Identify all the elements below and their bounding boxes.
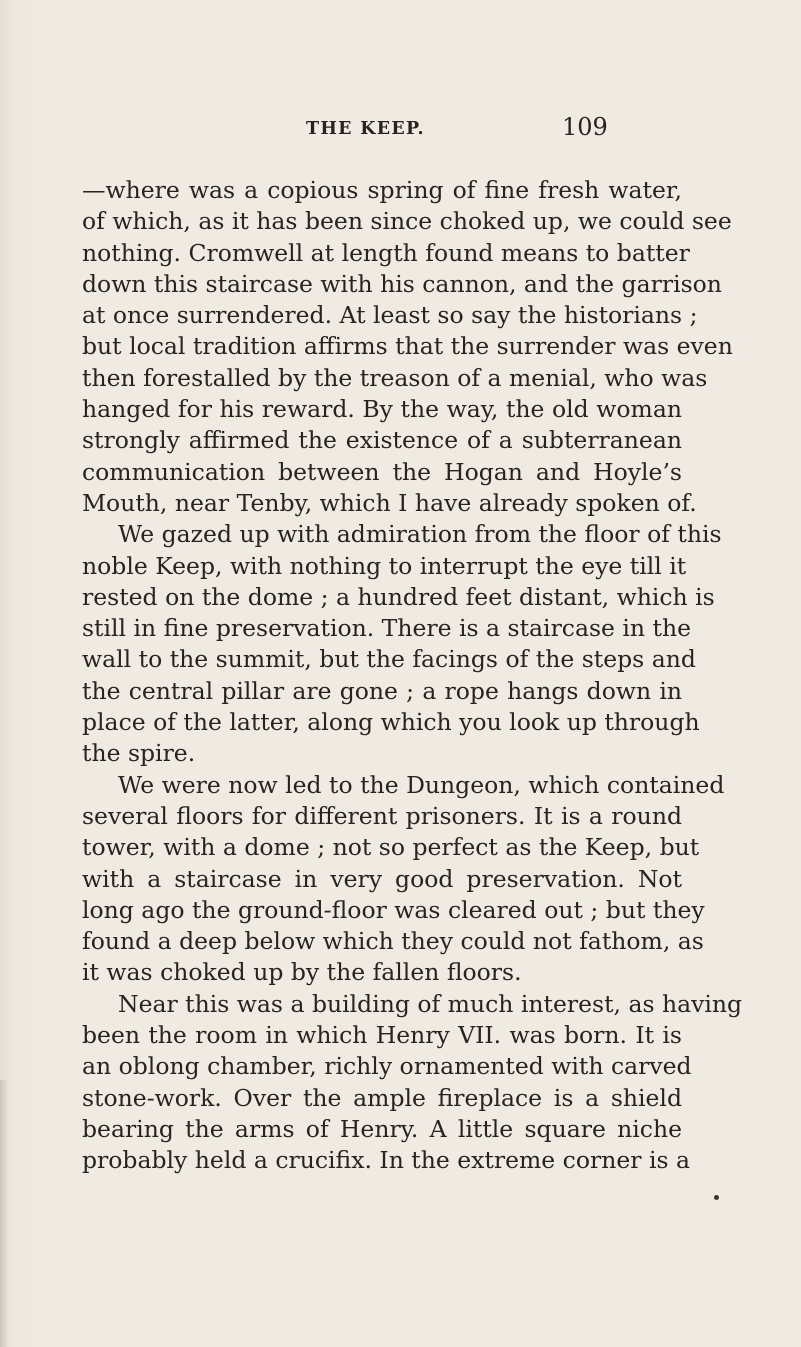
- text-line: it was choked up by the fallen floors.: [82, 958, 522, 987]
- text-line: the central pillar are gone ; a rope hangs down in: [82, 676, 682, 705]
- text-line: bearing the arms of Henry. A little square niche: [82, 1114, 682, 1143]
- text-line: hanged for his reward. By the way, the old woman: [82, 395, 682, 424]
- text-line: at once surrendered. At least so say the historians ;: [82, 301, 698, 330]
- page-edge-shadow: [0, 1080, 8, 1347]
- text-line: —where was a copious spring of fine fresh water,: [82, 176, 682, 204]
- text-line: place of the latter, along which you look up through: [82, 708, 700, 737]
- text-line: tower, with a dome ; not so perfect as the Keep, but: [82, 833, 700, 862]
- body-text: [82, 175, 743, 1177]
- text-line: an oblong chamber, richly ornamented with carved: [82, 1052, 692, 1081]
- text-line: but local tradition affirms that the surrender was even: [82, 332, 733, 361]
- text-line: the spire.: [82, 739, 196, 768]
- text-line: strongly affirmed the existence of a subterranean: [82, 426, 682, 455]
- text-line: stone-work. Over the ample fireplace is a shield: [82, 1083, 682, 1112]
- paragraph-start-line: Near this was a building of much interest, as having: [118, 989, 743, 1018]
- text-line: wall to the summit, but the facings of the steps and: [82, 645, 696, 674]
- paragraph-start-line: We were now led to the Dungeon, which contained: [118, 770, 725, 799]
- running-title: THE KEEP.: [306, 119, 425, 139]
- text-line: several floors for different prisoners. It is a round: [82, 801, 682, 830]
- text-line: noble Keep, with nothing to interrupt the eye till it: [82, 551, 687, 580]
- text-line: found a deep below which they could not fathom, as: [82, 927, 704, 956]
- text-line: communication between the Hogan and Hoyle’s: [82, 457, 682, 486]
- text-line: long ago the ground-floor was cleared out ; but they: [82, 895, 705, 924]
- paragraph-start-line: We gazed up with admiration from the floor of this: [118, 520, 722, 549]
- text-line: with a staircase in very good preservation. Not: [82, 864, 682, 893]
- text-line: probably held a crucifix. In the extreme corner is a: [82, 1146, 691, 1175]
- text-line: then forestalled by the treason of a menial, who was: [82, 363, 708, 392]
- text-line: been the room in which Henry VII. was born. It is: [82, 1021, 682, 1050]
- text-line: of which, as it has been since choked up, we could see: [82, 207, 732, 236]
- text-line: still in fine preservation. There is a staircase in the: [82, 614, 692, 643]
- text-line: down this staircase with his cannon, and the garrison: [82, 269, 722, 298]
- text-line: rested on the dome ; a hundred feet distant, which is: [82, 582, 715, 611]
- text-line: Mouth, near Tenby, which I have already spoken of.: [82, 488, 697, 517]
- text-line: nothing. Cromwell at length found means to batter: [82, 238, 690, 267]
- page-number: 109: [562, 113, 608, 141]
- ink-speck: [714, 1195, 719, 1200]
- running-head: [0, 113, 801, 148]
